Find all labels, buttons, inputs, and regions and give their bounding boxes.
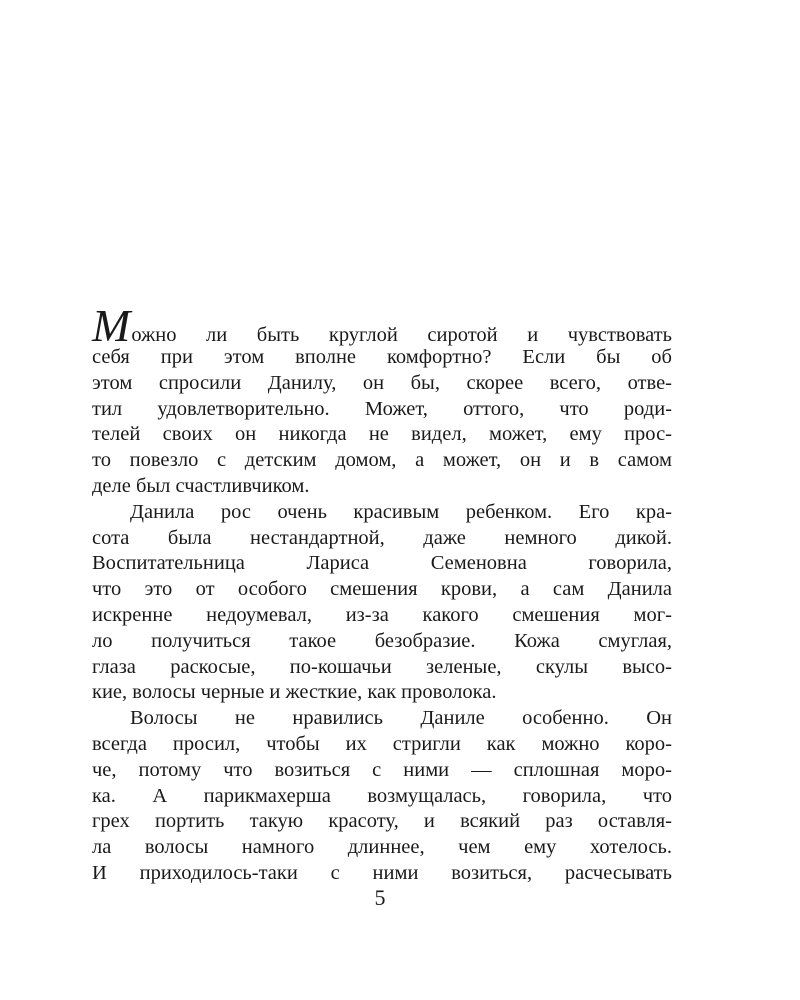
text-line: то повезло с детским домом, а может, он и в самом (92, 449, 672, 472)
text-line: себя при этом вполне комфортно? Если бы об (92, 346, 672, 368)
text-line: ла волосы намного длиннее, чем ему хотелось. (92, 836, 672, 859)
text-line: этом спросили Данилу, он бы, скорее всего, отве- (92, 371, 672, 394)
text-line: искренне недоумевал, из-за какого смешения мог- (92, 603, 672, 626)
text-line: ожно ли быть круглой сиротой и чувствовать (131, 324, 672, 346)
text-line: всегда просил, чтобы их стригли как можно коро- (92, 732, 672, 755)
text-line: грех портить такую красоту, и всякий раз оставля- (92, 810, 672, 833)
text-line: кие, волосы черные и жесткие, как проволока. (92, 681, 497, 704)
first-line (92, 300, 672, 351)
text-line: глаза раскосые, по-кошачьи зеленые, скулы высо- (92, 655, 672, 678)
text-line: сота была нестандартной, даже немного дикой. (92, 526, 672, 549)
text-line: телей своих он никогда не видел, может, ему прос- (92, 423, 672, 446)
text-line: что это от особого смешения крови, а сам Данила (92, 578, 672, 601)
text-line: И приходилось-таки с ними возиться, расчесывать (92, 861, 672, 884)
text-line: Воспитательница Лариса Семеновна говорила, (92, 552, 672, 575)
text-line: ло получиться такое безобразие. Кожа смуглая, (92, 629, 672, 652)
text-line: Данила рос очень красивым ребенком. Его кра- (130, 500, 672, 523)
paragraph-3 (92, 706, 672, 887)
paragraph-2 (92, 500, 672, 706)
page-number: 5 (374, 885, 386, 910)
text-line: ка. А парикмахерша возмущалась, говорила, что (92, 784, 672, 807)
text-line: деле был счастливчиком. (92, 474, 310, 497)
body-text (92, 300, 672, 887)
text-line: Волосы не нравились Даниле особенно. Он (130, 707, 672, 730)
text-line: че, потому что возиться с ними — сплошная моро- (92, 758, 672, 781)
drop-cap: М (92, 300, 131, 351)
paragraph-1 (92, 300, 672, 500)
text-line: тил удовлетворительно. Может, оттого, что роди- (92, 397, 672, 420)
